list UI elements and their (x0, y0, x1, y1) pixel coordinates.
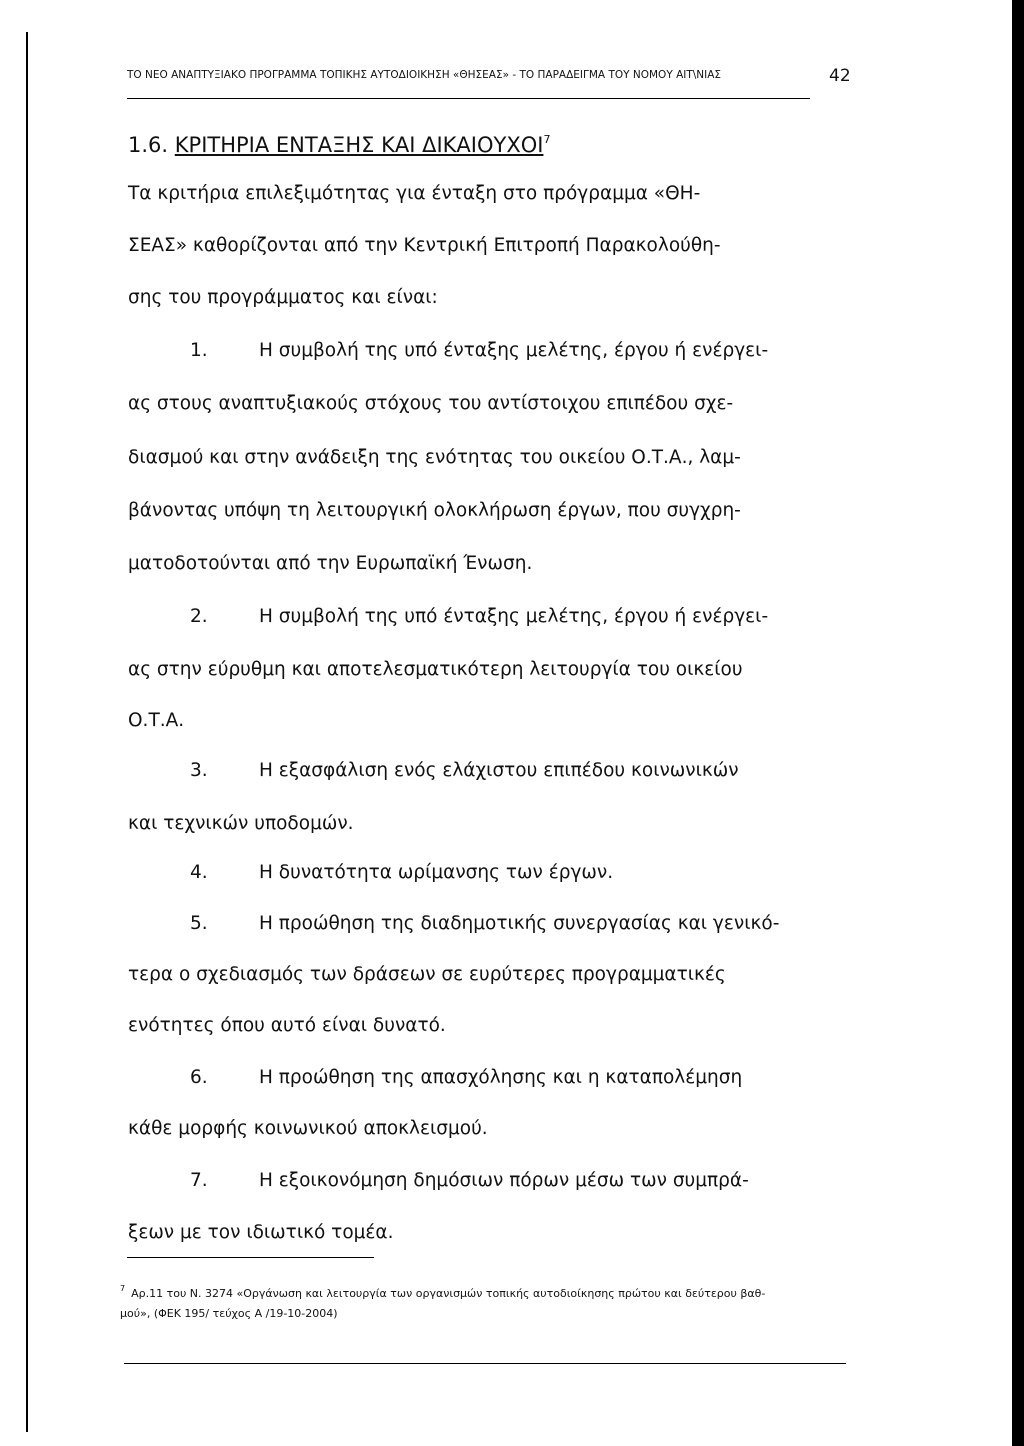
criterion-continuation-line: και τεχνικών υποδομών. (128, 813, 354, 834)
criterion-number: 1. (190, 340, 208, 361)
page-number: 42 (829, 66, 851, 86)
criterion-number: 4. (190, 862, 208, 883)
section-footnote-ref: 7 (543, 133, 551, 146)
footnote (120, 1279, 850, 1324)
criterion-number: 7. (190, 1170, 208, 1191)
criterion-continuation-line: ας στην εύρυθμη και αποτελεσματικότερη λειτουργία του οικείου (128, 659, 743, 680)
criterion-continuation-line: ας στους αναπτυξιακούς στόχους του αντίστοιχου επιπέδου σχε- (128, 393, 734, 414)
footnote-line-2: μού», (ΦΕΚ 195/ τεύχος Α /19-10-2004) (120, 1307, 338, 1320)
running-header (127, 68, 837, 82)
section-number: 1.6. (128, 133, 169, 157)
intro-line: σης του προγράμματος και είναι: (128, 287, 438, 308)
criterion-first-line: Η εξασφάλιση ενός ελάχιστου επιπέδου κοινωνικών (259, 760, 739, 781)
footnote-line-1: Αρ.11 του Ν. 3274 «Οργάνωση και λειτουργία των οργανισμών τοπικής αυτοδιοίκησης πρώτου και δεύτερου βαθ- (131, 1287, 766, 1300)
intro-line: Τα κριτήρια επιλεξιμότητας για ένταξη στο πρόγραμμα «ΘΗ- (128, 183, 701, 204)
header-rule (127, 98, 810, 99)
criterion-first-line: Η προώθηση της απασχόλησης και η καταπολέμηση (259, 1067, 743, 1088)
criterion-continuation-line: κάθε μορφής κοινωνικού αποκλεισμού. (128, 1118, 488, 1139)
criterion-continuation-line: διασμού και στην ανάδειξη της ενότητας του οικείου Ο.Τ.Α., λαμ- (128, 447, 741, 468)
criterion-first-line: Η συμβολή της υπό ένταξης μελέτης, έργου ή ενέργει- (259, 340, 769, 361)
scan-margin-line (26, 32, 28, 1432)
criterion-number: 6. (190, 1067, 208, 1088)
criterion-first-line: Η προώθηση της διαδημοτικής συνεργασίας και γενικό- (259, 913, 780, 934)
scan-edge-bar (1012, 0, 1024, 1446)
criterion-continuation-line: ξεων με τον ιδιωτικό τομέα. (128, 1222, 394, 1243)
criterion-number: 2. (190, 606, 208, 627)
intro-line: ΣΕΑΣ» καθορίζονται από την Κεντρική Επιτροπή Παρακολούθη- (128, 235, 721, 256)
criterion-continuation-line: Ο.Τ.Α. (128, 710, 185, 731)
criterion-number: 3. (190, 760, 208, 781)
running-title: ΤΟ ΝΕΟ ΑΝΑΠΤΥΞΙΑΚΟ ΠΡΟΓΡΑΜΜΑ ΤΟΠΙΚΗΣ ΑΥΤΟΔΙΟΙΚΗΣΗ «ΘΗΣΕΑΣ» - ΤΟ ΠΑΡΑΔΕΙΓΜΑ ΤΟΥ ΝΟΜΟΥ ΑΙΤ\ΝΙΑΣ (127, 69, 722, 81)
section-heading (128, 133, 550, 157)
footnote-marker: 7 (120, 1284, 126, 1293)
criterion-number: 5. (190, 913, 208, 934)
section-title: ΚΡΙΤΗΡΙΑ ΕΝΤΑΞΗΣ ΚΑΙ ΔΙΚΑΙΟΥΧΟΙ (174, 133, 544, 157)
criterion-first-line: Η συμβολή της υπό ένταξης μελέτης, έργου ή ενέργει- (259, 606, 769, 627)
footnote-rule (127, 1257, 374, 1258)
criterion-continuation-line: τερα ο σχεδιασμός των δράσεων σε ευρύτερες προγραμματικές (128, 964, 726, 985)
criterion-first-line: Η δυνατότητα ωρίμανσης των έργων. (259, 862, 614, 883)
criterion-continuation-line: ενότητες όπου αυτό είναι δυνατό. (128, 1015, 446, 1036)
criterion-first-line: Η εξοικονόμηση δημόσιων πόρων μέσω των συμπρά- (259, 1170, 749, 1191)
criterion-continuation-line: βάνοντας υπόψη τη λειτουργική ολοκλήρωση έργων, που συγχρη- (128, 500, 741, 521)
criterion-continuation-line: ματοδοτούνται από την Ευρωπαϊκή Ένωση. (128, 553, 533, 574)
bottom-rule (124, 1363, 846, 1364)
